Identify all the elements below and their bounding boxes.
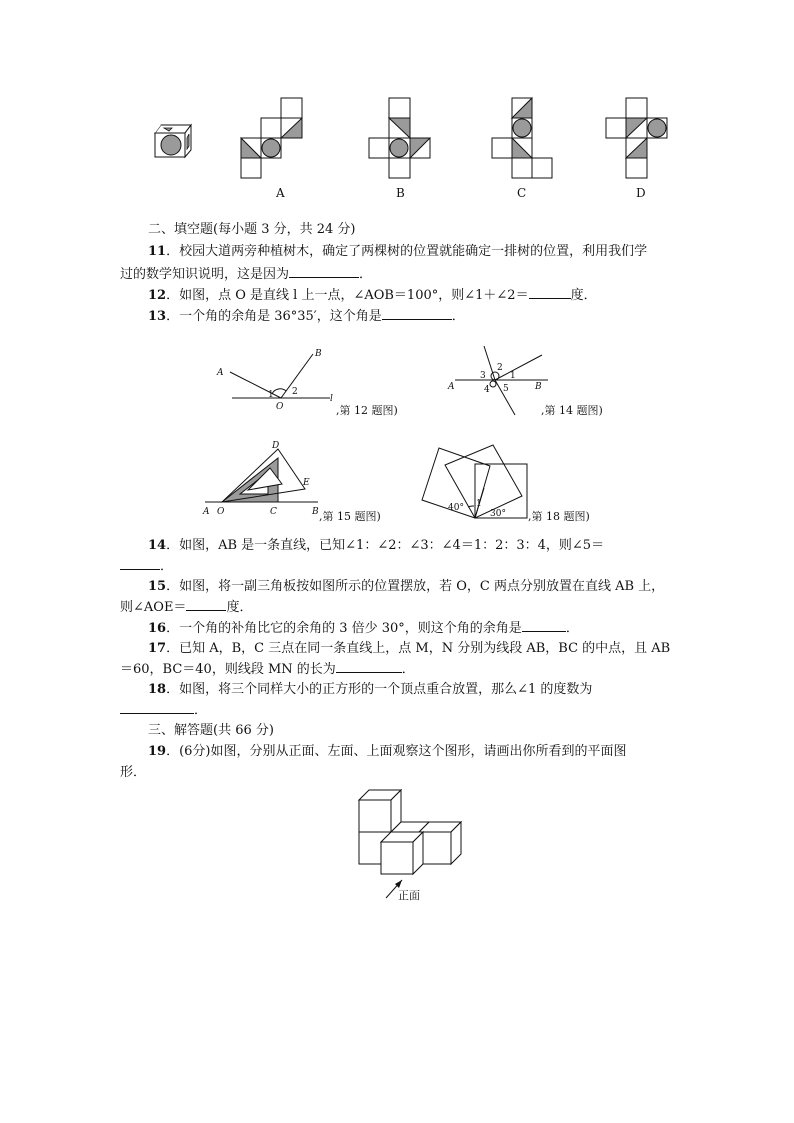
fig12-label-a: A	[217, 368, 224, 378]
q15-text: ．如图，将一副三角板按如图所示的位置摆放，若 O，C 两点分别放置在直线 AB 上，	[166, 579, 665, 594]
option-d-label: D	[636, 186, 646, 200]
fig12-angle-2: 2	[292, 387, 298, 397]
fig14-label-a: A	[448, 382, 455, 392]
q16-text: ．一个角的补角比它的余角的 3 倍少 30°，则这个角的余角是	[166, 621, 522, 636]
q16-number: 16	[148, 621, 167, 636]
q14-tail: ．	[160, 559, 174, 574]
fig14-label-b: B	[535, 382, 542, 392]
fig15-label-a: A	[203, 507, 210, 517]
fig12-label-b: B	[315, 349, 322, 359]
q18-text: ．如图，将三个同样大小的正方形的一个顶点重合放置，那么∠1 的度数为	[166, 682, 593, 697]
fig18-angle-30: 30°	[490, 509, 506, 519]
q15-tail: 度．	[226, 600, 253, 615]
fig15-label-c: C	[270, 507, 277, 517]
section2-title: 二、填空题(每小题 3 分，共 24 分)	[148, 222, 356, 237]
fig18-angle-40: 40°	[448, 503, 464, 513]
option-a-label: A	[276, 186, 285, 200]
fig14-angle-5: 5	[503, 384, 509, 394]
q15-text2: 则∠AOE＝	[120, 600, 187, 615]
option-b-label: B	[396, 186, 405, 200]
q11-number: 11	[148, 244, 167, 259]
fig15-label-b: B	[312, 507, 319, 517]
section3-title: 三、解答题(共 66 分)	[148, 723, 274, 738]
fig19-front-label: 正面	[398, 889, 420, 902]
fig18-caption: ,第 18 题图)	[528, 510, 590, 523]
fig14-angle-3: 3	[480, 371, 486, 381]
q12-number: 12	[148, 288, 167, 303]
q19-line2: 形．	[120, 765, 147, 780]
fig14-angle-4: 4	[484, 385, 490, 395]
fig18-angle-1: 1	[476, 499, 482, 509]
fig12-angle-1: 1	[268, 390, 274, 400]
option-c-label: C	[517, 186, 527, 200]
q12-tail: 度．	[570, 288, 597, 303]
q15-number: 15	[148, 579, 167, 594]
q18-number: 18	[148, 682, 167, 697]
q19-number: 19	[148, 744, 167, 759]
q17-number: 17	[148, 641, 167, 656]
fig14-angle-2: 2	[497, 363, 503, 373]
q11-text2: 过的数学知识说明，这是因为	[120, 267, 290, 282]
q17-tail: ．	[401, 662, 415, 677]
fig12-label-l: l	[330, 394, 333, 404]
q13-tail: ．	[451, 309, 465, 324]
q14-text: ．如图，AB 是一条直线，已知∠1：∠2：∠3：∠4＝1：2：3：4，则∠5＝	[166, 538, 605, 553]
q12-text: ．如图，点 O 是直线 l 上一点，∠AOB＝100°，则∠1＋∠2＝	[166, 288, 529, 303]
q13-number: 13	[148, 309, 167, 324]
fig14-angle-1: 1	[510, 371, 516, 381]
fig12-label-o: O	[276, 402, 284, 412]
q19-text: ．(6分)如图，分别从正面、左面、上面观察这个图形，请画出你所看到的平面图	[166, 744, 627, 759]
fig15-label-d: D	[272, 441, 280, 451]
fig15-label-e: E	[303, 478, 310, 488]
q13-text: ．一个角的余角是 36°35′，这个角是	[166, 309, 382, 324]
q17-text2: ＝60，BC＝40，则线段 MN 的长为	[120, 662, 336, 677]
q16-tail: ．	[565, 621, 579, 636]
q17-text: ．已知 A，B，C 三点在同一条直线上，点 M，N 分别为线段 AB，BC 的中点，且 AB	[166, 641, 671, 656]
q11-text: ．校园大道两旁种植树木，确定了两棵树的位置就能确定一排树的位置，利用我们学	[166, 244, 648, 259]
fig12-caption: ,第 12 题图)	[336, 404, 398, 417]
fig14-caption: ,第 14 题图)	[541, 404, 603, 417]
fig15-caption: ,第 15 题图)	[319, 510, 381, 523]
q18-tail: ．	[194, 703, 208, 718]
q11-tail: ．	[359, 267, 373, 282]
fig15-label-o: O	[217, 507, 225, 517]
q14-number: 14	[148, 538, 167, 553]
